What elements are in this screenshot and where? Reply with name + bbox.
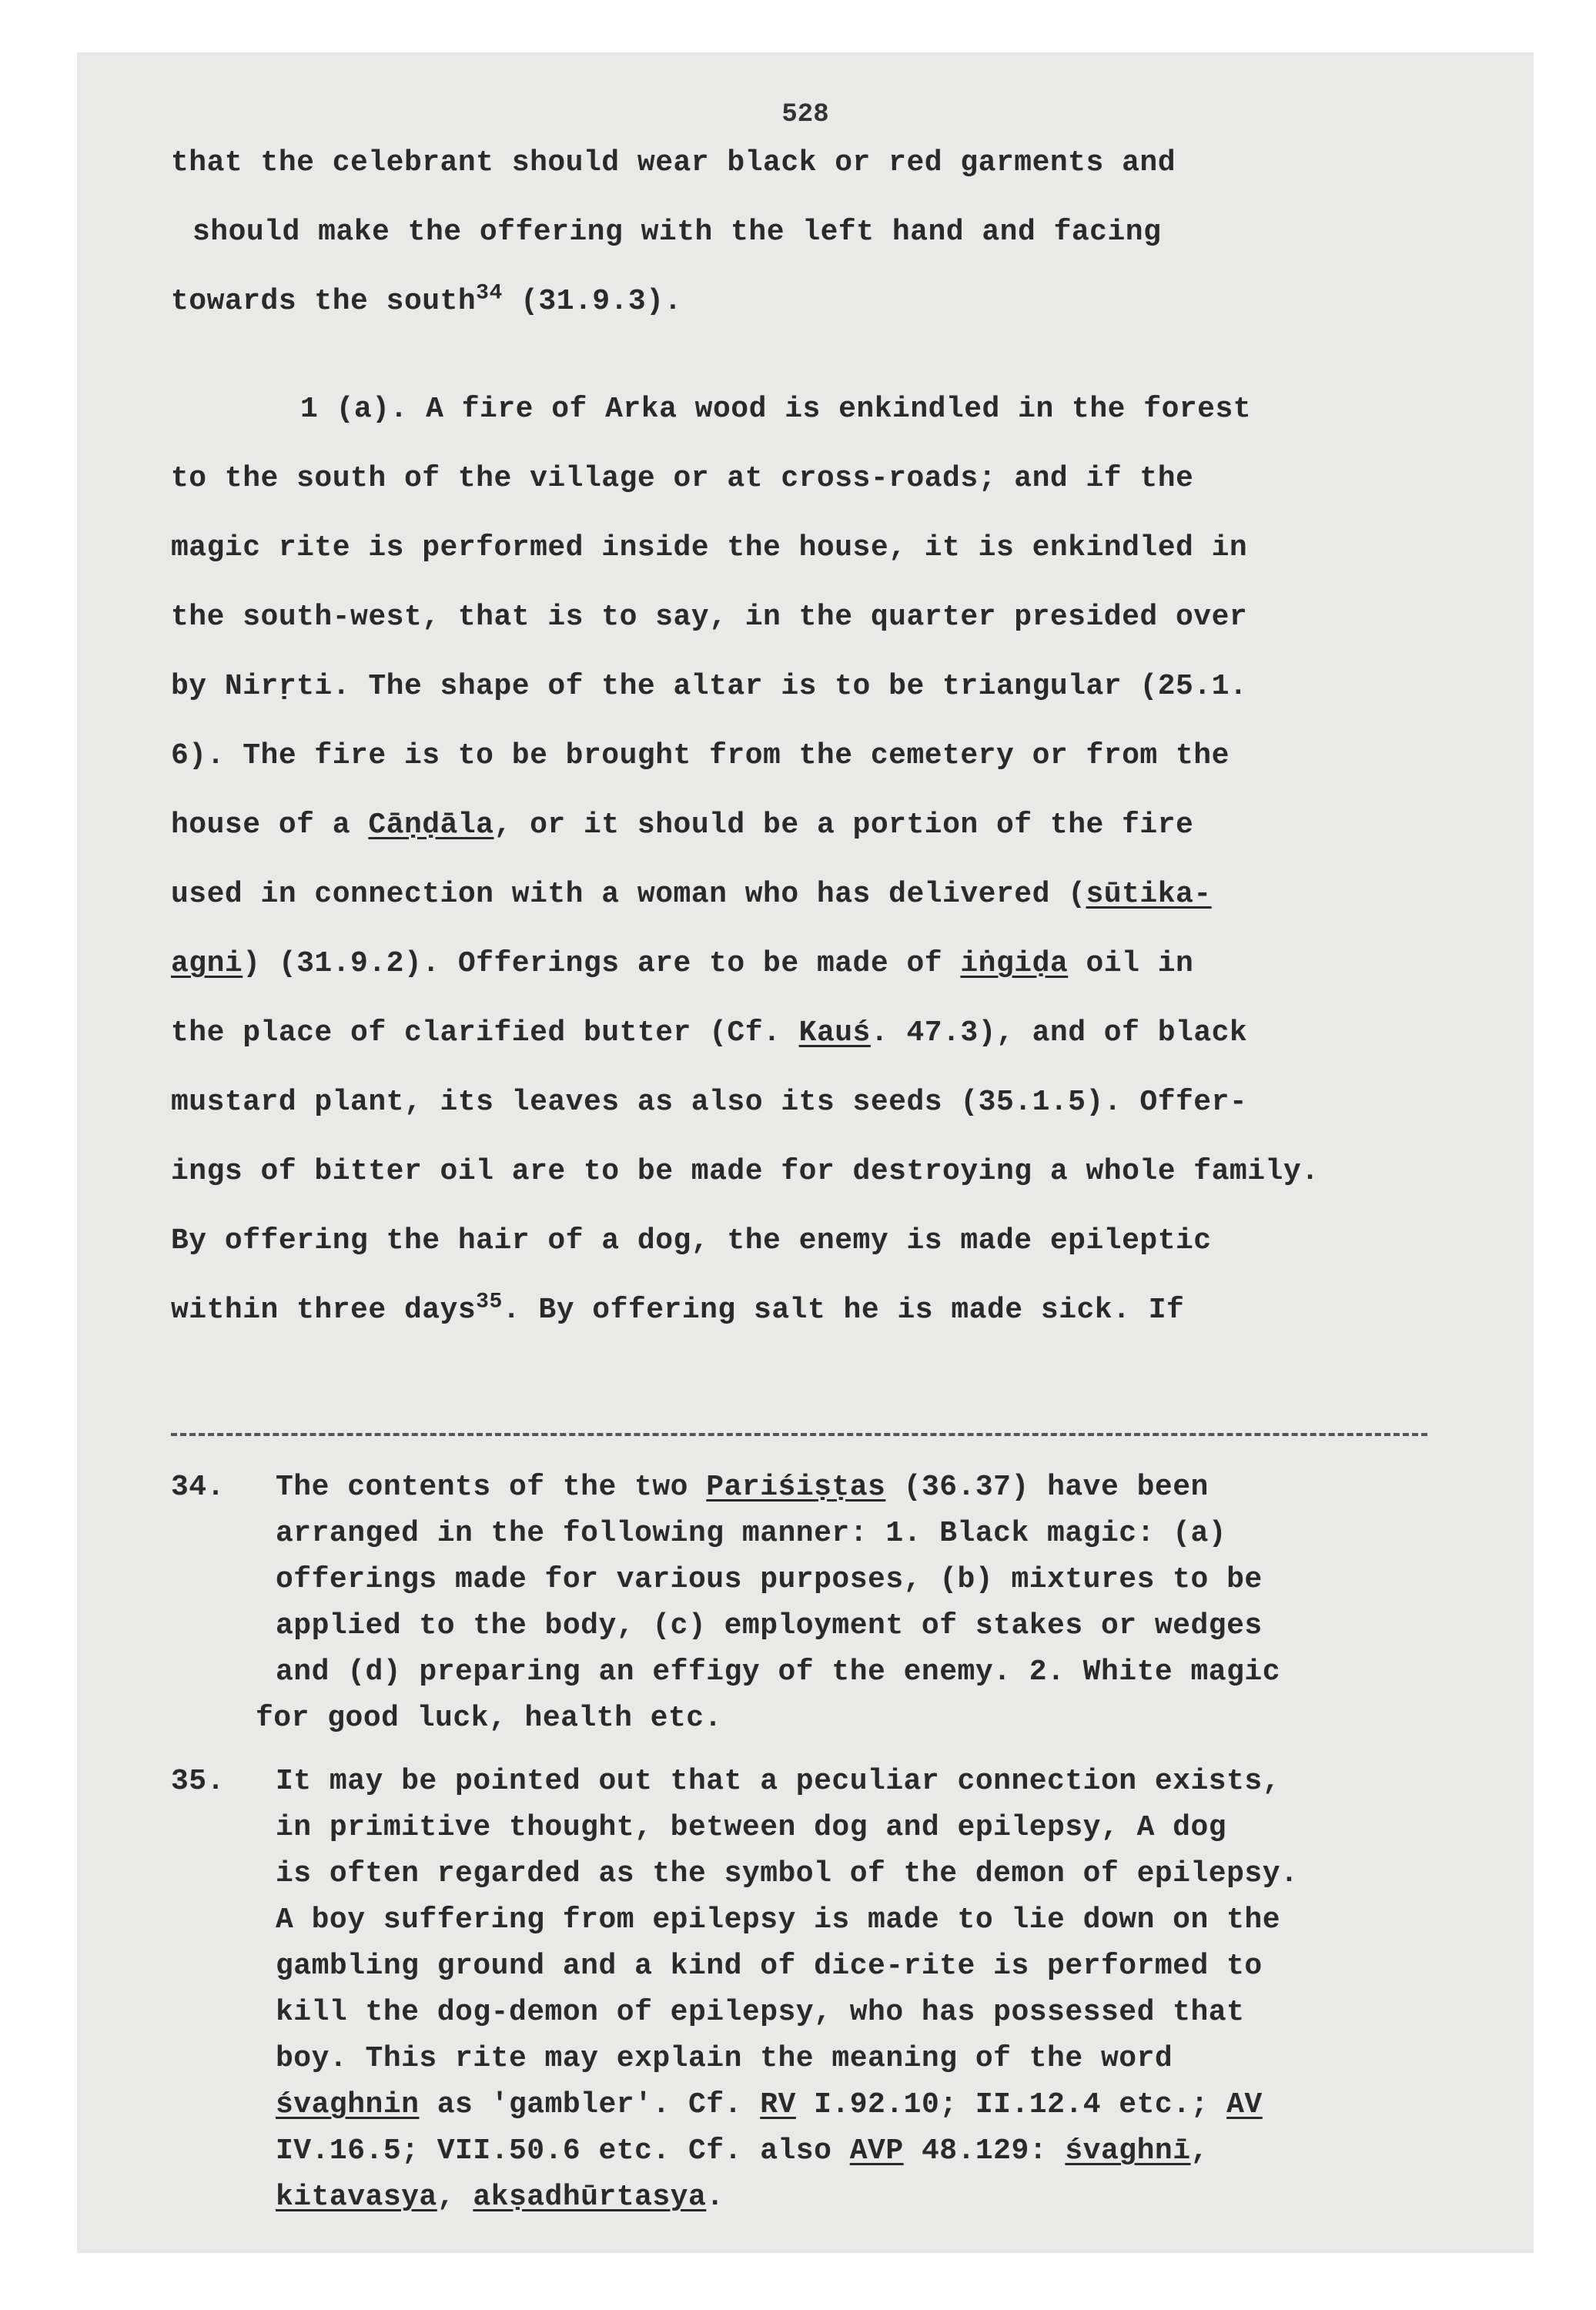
text-segment: The contents of the two [276, 1471, 707, 1504]
text-segment: AVP [849, 2134, 904, 2168]
text-line [171, 670, 1247, 704]
text-segment: . 47.3), and of black [870, 1016, 1248, 1050]
text-segment: towards the south [171, 285, 477, 318]
footnote-number: 35. [171, 1765, 225, 1798]
text-segment: for good luck, health etc. [256, 1702, 722, 1735]
text-segment: boy. This rite may explain the meaning of the word [276, 2042, 1173, 2075]
text-segment: AV [1226, 2088, 1263, 2121]
footnote-separator [171, 1433, 1427, 1436]
footnote-line [276, 1811, 1226, 1845]
footnote-line [276, 1950, 1263, 1984]
text-segment: I.92.10; II.12.4 etc.; [795, 2088, 1227, 2121]
text-line [171, 1224, 1212, 1258]
page-number: 528 [781, 100, 829, 129]
footnote-line [276, 2042, 1173, 2076]
text-segment: arranged in the following manner: 1. Black magic: (a) [276, 1517, 1227, 1550]
text-segment: IV.16.5; VII.50.6 etc. Cf. also [276, 2134, 850, 2168]
text-segment: Pariśiṣṭas [706, 1471, 886, 1504]
text-segment: by Nirṛti. The shape of the altar is to be triangular (25.1. [171, 670, 1248, 703]
footnote-line [276, 1903, 1280, 1937]
text-line [171, 1086, 1247, 1120]
text-segment: kitavasya [276, 2181, 437, 2214]
text-segment: should make the offering with the left hand and facing [192, 216, 1162, 249]
text-line [171, 281, 682, 319]
footnote-line [276, 2088, 1263, 2122]
footnote-line [276, 2181, 724, 2215]
text-segment: A boy suffering from epilepsy is made to lie down on the [276, 1903, 1281, 1937]
text-segment: Kauś [798, 1016, 871, 1050]
text-segment: is often regarded as the symbol of the demon of epilepsy. [276, 1857, 1299, 1890]
text-segment: gambling ground and a kind of dice-rite is performed to [276, 1950, 1263, 1983]
text-segment: mustard plant, its leaves as also its seeds (35.1.5). Offer- [171, 1086, 1248, 1119]
text-segment: sūtika- [1086, 878, 1212, 911]
text-line [171, 739, 1230, 773]
text-segment: By offering the hair of a dog, the enemy is made epileptic [171, 1224, 1212, 1257]
text-line [171, 146, 1176, 180]
text-segment: and (d) preparing an effigy of the enemy. 2. White magic [276, 1656, 1281, 1689]
footnote-line [276, 1471, 1209, 1505]
text-line [300, 393, 1251, 427]
footnote-line [276, 1517, 1226, 1551]
text-segment: as 'gambler'. Cf. [419, 2088, 761, 2121]
text-segment: , [437, 2181, 473, 2214]
text-segment: oil in [1068, 947, 1194, 980]
text-segment: used in connection with a woman who has delivered ( [171, 878, 1086, 911]
text-segment: ) (31.9.2). Offerings are to be made of [243, 947, 961, 980]
text-segment: offerings made for various purposes, (b) mixtures to be [276, 1563, 1263, 1596]
text-segment: within three days [171, 1294, 477, 1327]
text-line [192, 216, 1161, 249]
text-line [171, 601, 1247, 634]
text-segment: that the celebrant should wear black or red garments and [171, 146, 1176, 179]
text-segment: ings of bitter oil are to be made for destroying a whole family. [171, 1155, 1320, 1188]
footnote-reference: 34 [476, 281, 503, 306]
footnote-reference: 35 [476, 1290, 503, 1314]
text-line [171, 878, 1212, 912]
footnote-line [276, 1857, 1298, 1891]
text-segment: It may be pointed out that a peculiar connection exists, [276, 1765, 1281, 1798]
text-segment: RV [760, 2088, 796, 2121]
text-segment: , or it should be a portion of the fire [494, 808, 1194, 842]
text-segment: agni [171, 947, 243, 980]
footnote-line [276, 1765, 1280, 1799]
text-line [171, 1016, 1247, 1050]
text-segment: . [706, 2181, 724, 2214]
text-segment: the place of clarified butter (Cf. [171, 1016, 799, 1050]
text-segment: iṅgiḍa [960, 947, 1069, 980]
footnote-line [276, 1563, 1263, 1597]
text-segment: śvaghnī [1065, 2134, 1191, 2168]
text-line [171, 531, 1247, 565]
text-segment: applied to the body, (c) employment of stakes or wedges [276, 1609, 1263, 1642]
text-segment: , [1190, 2134, 1209, 2168]
footnote-number: 34. [171, 1471, 225, 1504]
text-segment: Cāṇḍāla [368, 808, 494, 842]
text-segment: to the south of the village or at cross-roads; and if the [171, 462, 1194, 495]
text-segment: (31.9.3). [502, 285, 682, 318]
footnote-line [276, 1609, 1263, 1643]
text-segment: 6). The fire is to be brought from the cemetery or from the [171, 739, 1230, 772]
text-segment: kill the dog-demon of epilepsy, who has possessed that [276, 1996, 1245, 2029]
text-segment: house of a [171, 808, 369, 842]
text-segment: . By offering salt he is made sick. If [502, 1294, 1185, 1327]
text-segment: akṣadhūrtasya [473, 2181, 707, 2214]
text-line [171, 1290, 1185, 1327]
text-line [171, 808, 1193, 842]
footnote-line [276, 1656, 1280, 1689]
footnote-line [256, 1702, 722, 1736]
text-segment: 1 (a). A fire of Arka wood is enkindled in the forest [300, 393, 1252, 426]
text-segment: 48.129: [903, 2134, 1066, 2168]
text-segment: the south-west, that is to say, in the quarter presided over [171, 601, 1248, 634]
text-line [171, 1155, 1319, 1189]
document-page [77, 52, 1534, 2253]
text-line [171, 947, 1193, 981]
footnote-line [276, 1996, 1244, 2030]
text-segment: magic rite is performed inside the house, it is enkindled in [171, 531, 1248, 564]
text-segment: (36.37) have been [885, 1471, 1209, 1504]
text-segment: śvaghnin [276, 2088, 420, 2121]
text-line [171, 462, 1193, 496]
text-segment: in primitive thought, between dog and epilepsy, A dog [276, 1811, 1227, 1844]
footnote-line [276, 2134, 1209, 2168]
